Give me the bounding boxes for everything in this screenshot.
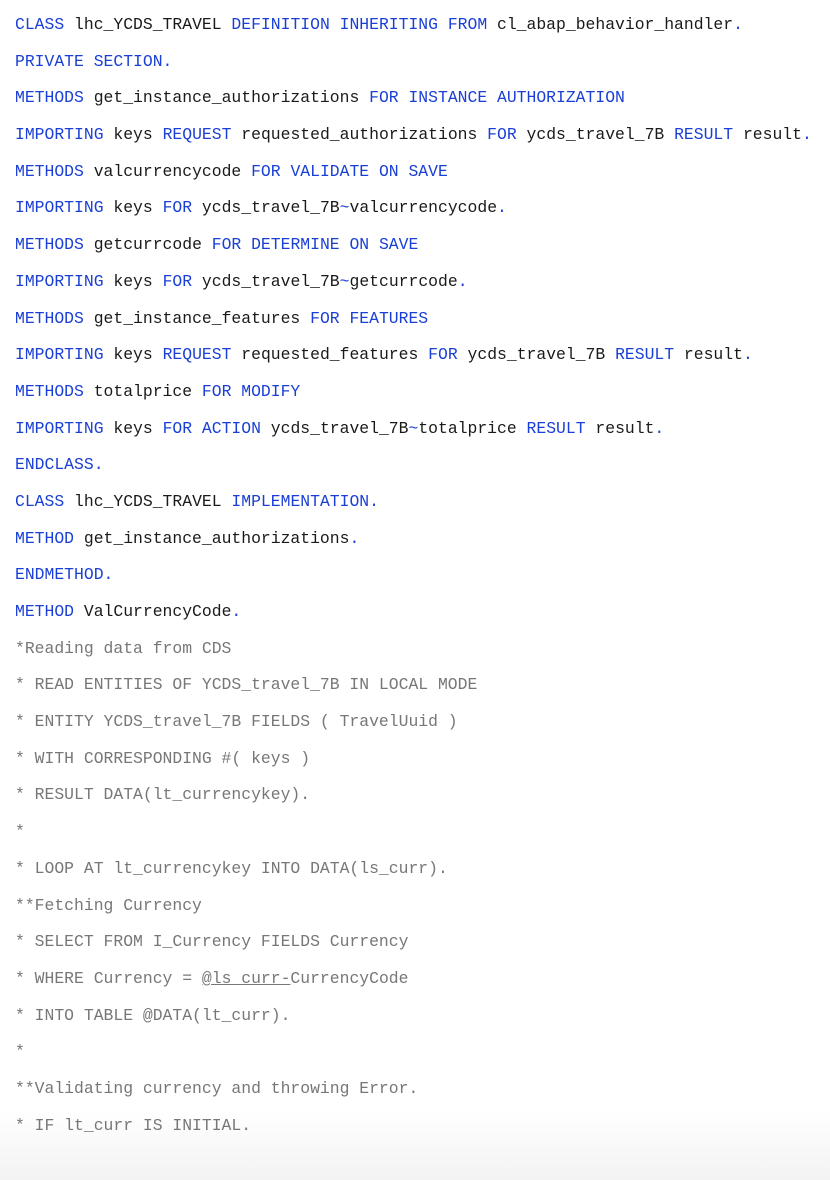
code-comment: * READ ENTITIES OF YCDS_travel_7B IN LOCAL MODE: [15, 675, 478, 695]
code-line: [15, 308, 825, 330]
code-identifier: lhc_YCDS_TRAVEL: [74, 491, 232, 511]
code-line: [15, 784, 825, 806]
code-keyword: RESULT: [674, 125, 734, 145]
code-keyword: REQUEST: [162, 345, 242, 365]
code-keyword: RESULT: [526, 418, 596, 438]
code-keyword: METHOD: [15, 602, 84, 621]
code-comment: * ENTITY YCDS_travel_7B FIELDS ( TravelUuid ): [15, 712, 458, 732]
code-line: [15, 601, 825, 623]
code-identifier: result: [733, 125, 802, 145]
code-line: [15, 87, 825, 109]
code-line: [15, 124, 825, 146]
code-identifier: cl_abap_behavior_handler: [497, 15, 734, 34]
code-identifier: totalprice: [93, 381, 202, 401]
code-keyword: METHODS: [15, 235, 94, 255]
code-keyword: PRIVATE SECTION.: [15, 51, 173, 71]
code-keyword: FOR FEATURES: [310, 308, 429, 328]
code-identifier: requested_features: [241, 345, 429, 365]
code-line: [15, 161, 825, 183]
code-keyword: DEFINITION INHERITING FROM: [231, 15, 497, 34]
code-comment: * LOOP AT lt_currencykey INTO DATA(ls_curr).: [15, 858, 448, 878]
code-keyword: FOR MODIFY: [201, 381, 301, 401]
code-keyword: .: [497, 198, 507, 218]
code-line: [15, 528, 825, 550]
code-keyword: FOR: [487, 125, 527, 145]
code-comment: * IF lt_curr IS INITIAL.: [15, 1115, 252, 1135]
code-keyword: FOR VALIDATE ON SAVE: [251, 161, 448, 181]
code-comment: CurrencyCode: [290, 968, 409, 988]
code-keyword: CLASS: [15, 491, 75, 511]
code-keyword: ENDMETHOD.: [15, 565, 114, 585]
code-comment: **Validating currency and throwing Error.: [15, 1078, 419, 1098]
code-identifier: requested_authorizations: [241, 125, 488, 145]
code-comment: *Reading data from CDS: [15, 638, 232, 658]
code-line: [15, 197, 825, 219]
code-comment: * WHERE Currency =: [15, 968, 202, 988]
code-line: [15, 418, 825, 440]
code-comment: @ls_curr-: [201, 968, 291, 988]
code-identifier: keys: [113, 271, 163, 291]
code-line: [15, 1005, 825, 1027]
code-line: [15, 968, 825, 990]
code-comment: * WITH CORRESPONDING #( keys ): [15, 748, 311, 768]
code-keyword: .: [457, 271, 468, 291]
code-comment: *: [15, 1042, 25, 1062]
code-identifier: keys: [113, 345, 163, 365]
code-identifier: ValCurrencyCode: [83, 602, 232, 621]
code-line: [15, 638, 825, 660]
code-comment: * SELECT FROM I_Currency FIELDS Currency: [15, 932, 409, 952]
code-line: [15, 858, 825, 880]
code-line: [15, 344, 825, 366]
code-identifier: valcurrencycode: [93, 161, 252, 181]
code-line: [15, 234, 825, 256]
code-keyword: IMPORTING: [15, 271, 114, 291]
code-keyword: .: [349, 528, 360, 548]
code-line: [15, 381, 825, 403]
code-keyword: METHODS: [15, 308, 94, 328]
code-identifier: keys: [113, 418, 163, 438]
code-keyword: CLASS: [15, 15, 75, 34]
code-line: [15, 674, 825, 696]
code-keyword: FOR: [428, 345, 468, 365]
code-identifier: ycds_travel_7B: [526, 125, 675, 145]
code-keyword: .: [801, 125, 812, 145]
code-line: [15, 271, 825, 293]
code-identifier: get_instance_authorizations: [83, 528, 350, 548]
code-keyword: FOR ACTION: [162, 418, 271, 438]
code-identifier: keys: [113, 198, 163, 218]
code-line: [15, 14, 825, 36]
code-keyword: ~: [408, 418, 419, 438]
code-line: [15, 454, 825, 476]
code-line: [15, 931, 825, 953]
code-keyword: METHODS: [15, 381, 94, 401]
code-keyword: IMPORTING: [15, 345, 114, 365]
code-identifier: ycds_travel_7B: [201, 271, 340, 291]
code-keyword: .: [231, 602, 242, 621]
code-line: [15, 1115, 825, 1137]
code-keyword: .: [733, 15, 743, 34]
code-line: [15, 711, 825, 733]
code-identifier: getcurrcode: [93, 235, 212, 255]
code-identifier: ycds_travel_7B: [201, 198, 340, 218]
code-keyword: FOR INSTANCE AUTHORIZATION: [369, 88, 625, 108]
code-keyword: ENDCLASS.: [15, 455, 104, 475]
code-keyword: METHODS: [15, 161, 94, 181]
code-line: [15, 821, 825, 843]
code-identifier: ycds_travel_7B: [270, 418, 409, 438]
code-comment: * RESULT DATA(lt_currencykey).: [15, 785, 311, 805]
code-comment: *: [15, 822, 25, 842]
code-keyword: IMPLEMENTATION.: [231, 491, 379, 511]
code-identifier: get_instance_features: [93, 308, 311, 328]
code-listing: [15, 14, 825, 1151]
code-keyword: METHODS: [15, 88, 94, 108]
code-identifier: result: [595, 418, 655, 438]
code-identifier: lhc_YCDS_TRAVEL: [74, 15, 232, 34]
code-identifier: get_instance_authorizations: [93, 88, 370, 108]
code-line: [15, 51, 825, 73]
code-keyword: ~: [339, 271, 350, 291]
code-identifier: result: [683, 345, 743, 365]
code-keyword: FOR: [162, 271, 202, 291]
code-keyword: .: [654, 418, 665, 438]
code-line: [15, 748, 825, 770]
code-identifier: totalprice: [418, 418, 527, 438]
code-keyword: IMPORTING: [15, 418, 114, 438]
code-identifier: ycds_travel_7B: [467, 345, 616, 365]
code-keyword: IMPORTING: [15, 198, 114, 218]
code-keyword: METHOD: [15, 528, 84, 548]
code-keyword: IMPORTING: [15, 125, 114, 145]
code-line: [15, 1041, 825, 1063]
code-identifier: keys: [113, 125, 163, 145]
code-keyword: ~: [339, 198, 350, 218]
code-keyword: .: [742, 345, 753, 365]
code-identifier: getcurrcode: [349, 271, 458, 291]
code-identifier: valcurrencycode: [349, 198, 498, 218]
code-comment: * INTO TABLE @DATA(lt_curr).: [15, 1005, 291, 1025]
code-line: [15, 491, 825, 513]
code-keyword: FOR: [162, 198, 202, 218]
code-line: [15, 895, 825, 917]
code-keyword: RESULT: [615, 345, 684, 365]
code-keyword: REQUEST: [162, 125, 242, 145]
code-keyword: FOR DETERMINE ON SAVE: [211, 235, 419, 255]
code-comment: **Fetching Currency: [15, 895, 202, 915]
code-line: [15, 1078, 825, 1100]
code-line: [15, 564, 825, 586]
